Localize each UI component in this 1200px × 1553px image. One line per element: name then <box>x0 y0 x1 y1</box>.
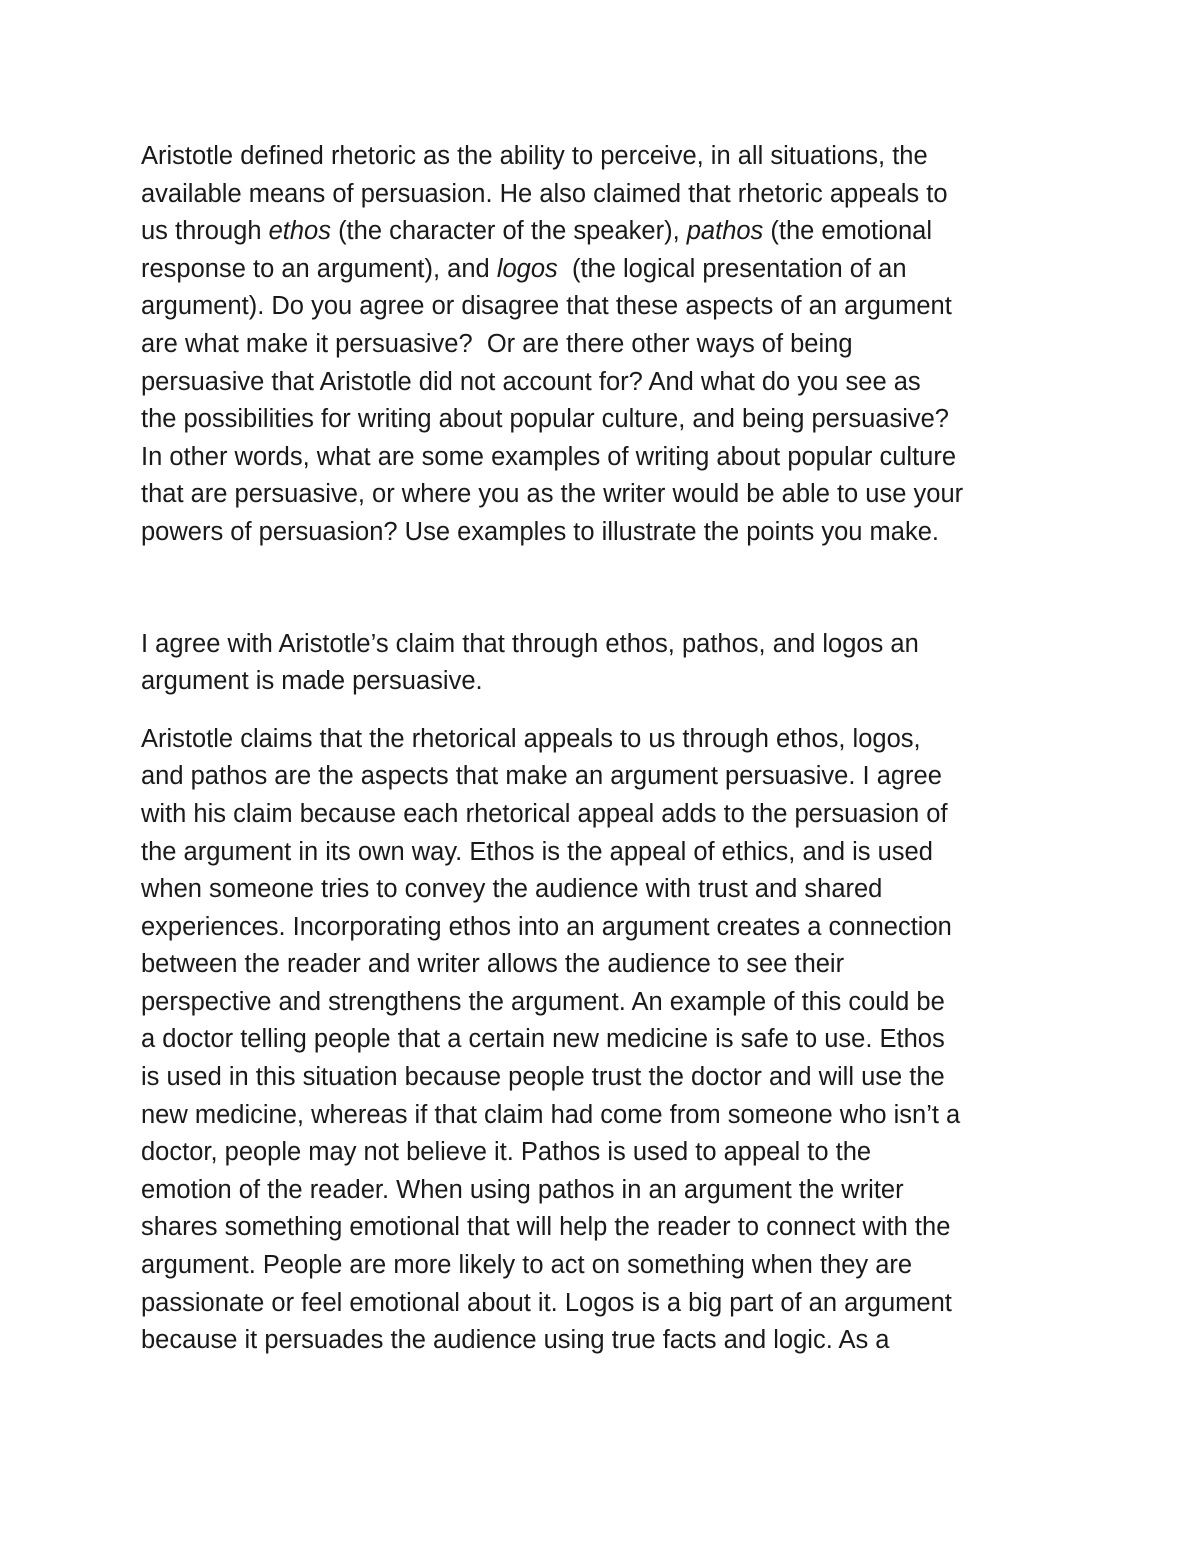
thesis-line: I agree with Aristotle’s claim that through ethos, pathos, and logos an <box>141 629 919 658</box>
prompt-line <box>141 176 1071 214</box>
text-run: us through <box>141 217 269 246</box>
body-line: is used in this situation because people trust the doctor and will use the <box>141 1063 945 1092</box>
text-run: argument). Do you agree or disagree that these aspects of an argument <box>141 292 952 321</box>
body-line: new medicine, whereas if that claim had come from someone who isn’t a <box>141 1100 961 1129</box>
body-line: when someone tries to convey the audience with trust and shared <box>141 875 883 904</box>
body-line: emotion of the reader. When using pathos in an argument the writer <box>141 1175 904 1204</box>
prompt-line <box>141 514 1071 552</box>
prompt-line <box>141 213 1071 251</box>
prompt-line <box>141 476 1071 514</box>
body-line: argument. People are more likely to act on something when they are <box>141 1251 913 1280</box>
prompt-line <box>141 401 1071 439</box>
text-run: (the logical presentation of an <box>557 254 907 283</box>
body-line: the argument in its own way. Ethos is the appeal of ethics, and is used <box>141 837 933 866</box>
text-run: available means of persuasion. He also claimed that rhetoric appeals to <box>141 179 948 208</box>
italic-term: pathos <box>686 217 764 246</box>
prompt-line <box>141 138 1071 176</box>
body-line: shares something emotional that will help the reader to connect with the <box>141 1213 951 1242</box>
thesis-paragraph <box>141 626 1071 701</box>
text-run: In other words, what are some examples of writing about popular culture <box>141 442 957 471</box>
prompt-line <box>141 326 1071 364</box>
document-page <box>141 138 1071 1360</box>
body-line: a doctor telling people that a certain new medicine is safe to use. Ethos <box>141 1025 945 1054</box>
text-run: (the character of the speaker), <box>330 217 687 246</box>
body-paragraph <box>141 721 1071 1360</box>
text-run: response to an argument), and <box>141 254 497 283</box>
text-run: persuasive that Aristotle did not account for? And what do you see as <box>141 367 921 396</box>
body-line: experiences. Incorporating ethos into an argument creates a connection <box>141 912 952 941</box>
body-line: Aristotle claims that the rhetorical appeals to us through ethos, logos, <box>141 724 921 753</box>
prompt-line <box>141 364 1071 402</box>
body-line: because it persuades the audience using true facts and logic. As a <box>141 1326 890 1355</box>
body-line: between the reader and writer allows the audience to see their <box>141 950 845 979</box>
text-run: (the emotional <box>763 217 932 246</box>
body-line: with his claim because each rhetorical appeal adds to the persuasion of <box>141 799 948 828</box>
text-run: the possibilities for writing about popular culture, and being persuasive? <box>141 405 949 434</box>
prompt-paragraph <box>141 138 1071 552</box>
prompt-line <box>141 251 1071 289</box>
text-run: powers of persuasion? Use examples to illustrate the points you make. <box>141 517 939 546</box>
body-line: perspective and strengthens the argument. An example of this could be <box>141 987 945 1016</box>
body-line: and pathos are the aspects that make an argument persuasive. I agree <box>141 762 942 791</box>
italic-term: ethos <box>268 217 331 246</box>
body-line: doctor, people may not believe it. Pathos is used to appeal to the <box>141 1138 872 1167</box>
text-run: are what make it persuasive? Or are there other ways of being <box>141 329 853 358</box>
text-run: Aristotle defined rhetoric as the ability to perceive, in all situations, the <box>141 142 928 170</box>
prompt-line <box>141 439 1071 477</box>
thesis-line: argument is made persuasive. <box>141 667 483 696</box>
prompt-line <box>141 288 1071 326</box>
body-line: passionate or feel emotional about it. Logos is a big part of an argument <box>141 1288 952 1317</box>
italic-term: logos <box>496 254 558 283</box>
text-run: that are persuasive, or where you as the writer would be able to use your <box>141 480 964 509</box>
